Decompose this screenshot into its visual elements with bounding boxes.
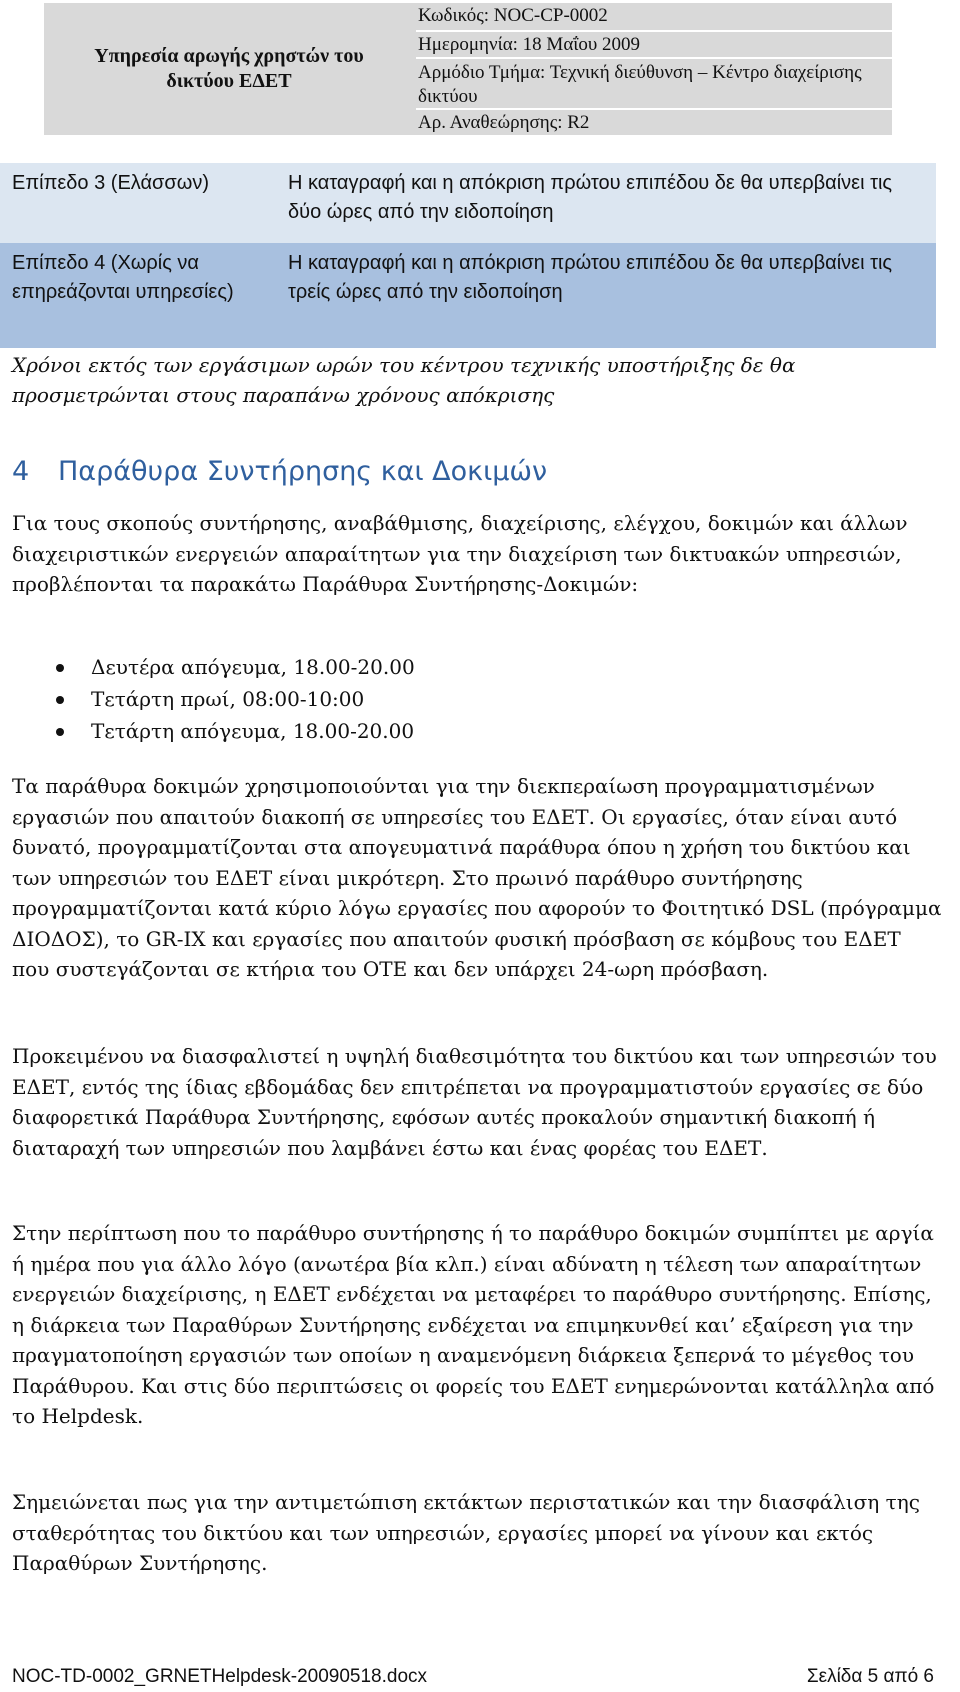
header-revision: Αρ. Αναθεώρησης: R2 <box>416 110 892 135</box>
window-text: Τετάρτη πρωί, 08:00-10:00 <box>91 687 365 711</box>
document-footer <box>12 1664 934 1690</box>
level-description: Η καταγραφή και η απόκριση πρώτου επιπέδου δε θα υπερβαίνει τις τρείς ώρες από την ειδοποίηση <box>288 252 893 303</box>
level-description: Η καταγραφή και η απόκριση πρώτου επιπέδου δε θα υπερβαίνει τις δύο ώρες από την ειδοποίηση <box>288 172 893 223</box>
section-heading <box>12 452 912 492</box>
header-date: Ημερομηνία: 18 Μαΐου 2009 <box>416 32 892 59</box>
bullet-icon <box>56 696 64 704</box>
body-paragraph: Τα παράθυρα δοκιμών χρησιμοποιούνται για την διεκπεραίωση προγραμματισμένων εργασιών που απαιτούν διακοπή σε υπηρεσίες του ΕΔΕΤ. Οι εργασίες, όταν είναι αυτό δυνατό, προγραμματίζονται στα απογευματινά παράθυρα όπου η χρήση του δικτύου και των υπηρεσιών του ΕΔΕΤ είναι μικρότερη. Στο πρωινό παράθυρο συντήρησης προγραμματίζονται κατά κύριο λόγω εργασίες που αφορούν το Φοιτητικό DSL (πρόγραμμα ΔΙΟΔΟΣ), το GR-IX και εργασίες που απαιτούν φυσική πρόσβαση σε κόμβους του ΕΔΕΤ που συστεγάζονται σε κτήρια του ΟΤΕ και δεν υπάρχει 24-ωρη πρόσβαση. <box>12 774 942 981</box>
section-title: Παράθυρα Συντήρησης και Δοκιμών <box>58 456 548 487</box>
list-item <box>0 684 900 716</box>
window-text: Τετάρτη απόγευμα, 18.00-20.00 <box>91 719 415 743</box>
section-number: 4 <box>12 456 30 487</box>
bullet-icon <box>56 664 64 672</box>
body-paragraph: Σημειώνεται πως για την αντιμετώπιση εκτάκτων περιστατικών και την διασφάλιση της σταθερότητας του δικτύου και των υπηρεσιών, εργασίες μπορεί να γίνουν και εκτός Παραθύρων Συντήρησης. <box>12 1490 920 1575</box>
body-paragraph: Προκειμένου να διασφαλιστεί η υψηλή διαθεσιμότητα του δικτύου και των υπηρεσιών του ΕΔΕΤ, εντός της ίδιας εβδομάδας δεν επιτρέπεται να προγραμματιστούν εργασίες σε δύο διαφορετικά Παράθυρα Συντήρησης, εφόσων αυτές προκαλούν σημαντική διακοπή ή διαταραχή των υπηρεσιών που λαμβάνει έστω και ένας φορέας του ΕΔΕΤ. <box>12 1044 937 1160</box>
document-header <box>44 3 892 135</box>
table-row <box>0 243 936 348</box>
level-name: Επίπεδο 3 (Ελάσσων) <box>12 172 210 194</box>
body-paragraph: Στην περίπτωση που το παράθυρο συντήρησης ή το παράθυρο δοκιμών συμπίπτει με αργία ή ημέρα που για άλλο λόγο (ανωτέρα βία κλπ.) είναι αδύνατη η τέλεση των απαραίτητων ενεργειών διαχείρισης, η ΕΔΕΤ ενδέχεται να μεταφέρει το παράθυρο συντήρησης. Επίσης, η διάρκεια των Παραθύρων Συντήρησης ενδέχεται να επιμηκυνθεί και’ εξαίρεση για την πραγματοποίηση εργασιών των οποίων η αναμενόμενη διάρκεια ξεπερνά το μέγεθος του Παράθυρου. Και στις δύο περιπτώσεις οι φορείς του ΕΔΕΤ ενημερώνονται κατάλληλα από το Helpdesk. <box>12 1221 935 1428</box>
header-meta <box>416 3 892 135</box>
header-title: Υπηρεσία αρωγής χρηστών του δικτύου ΕΔΕΤ <box>94 45 364 92</box>
list-item <box>0 652 900 684</box>
maintenance-windows-list <box>0 652 900 748</box>
header-title-cell <box>44 3 414 135</box>
table-row <box>0 163 936 243</box>
bullet-icon <box>56 728 64 736</box>
header-department: Αρμόδιο Τμήμα: Τεχνική διεύθυνση – Κέντρο διαχείρισης δικτύου <box>416 59 892 110</box>
window-text: Δευτέρα απόγευμα, 18.00-20.00 <box>91 655 415 679</box>
response-levels-table <box>0 163 936 348</box>
hours-note: Χρόνοι εκτός των εργάσιμων ωρών του κέντρου τεχνικής υποστήριξης δε θα προσμετρώνται στους παραπάνω χρόνους απόκρισης <box>12 353 796 407</box>
intro-paragraph: Για τους σκοπούς συντήρησης, αναβάθμισης, διαχείρισης, ελέγχου, δοκιμών και άλλων διαχειριστικών ενεργειών απαραίτητων για την διαχείριση των δικτυακών υπηρεσιών, προβλέπονται τα παρακάτω Παράθυρα Συντήρησης-Δοκιμών: <box>12 511 908 596</box>
footer-page-number: Σελίδα 5 από 6 <box>806 1666 934 1687</box>
header-code: Κωδικός: NOC-CP-0002 <box>416 3 892 32</box>
level-name: Επίπεδο 4 (Χωρίς να επηρεάζονται υπηρεσίες) <box>12 252 234 303</box>
list-item <box>0 716 900 748</box>
footer-filename: NOC-TD-0002_GRNETHelpdesk-20090518.docx <box>12 1666 428 1687</box>
